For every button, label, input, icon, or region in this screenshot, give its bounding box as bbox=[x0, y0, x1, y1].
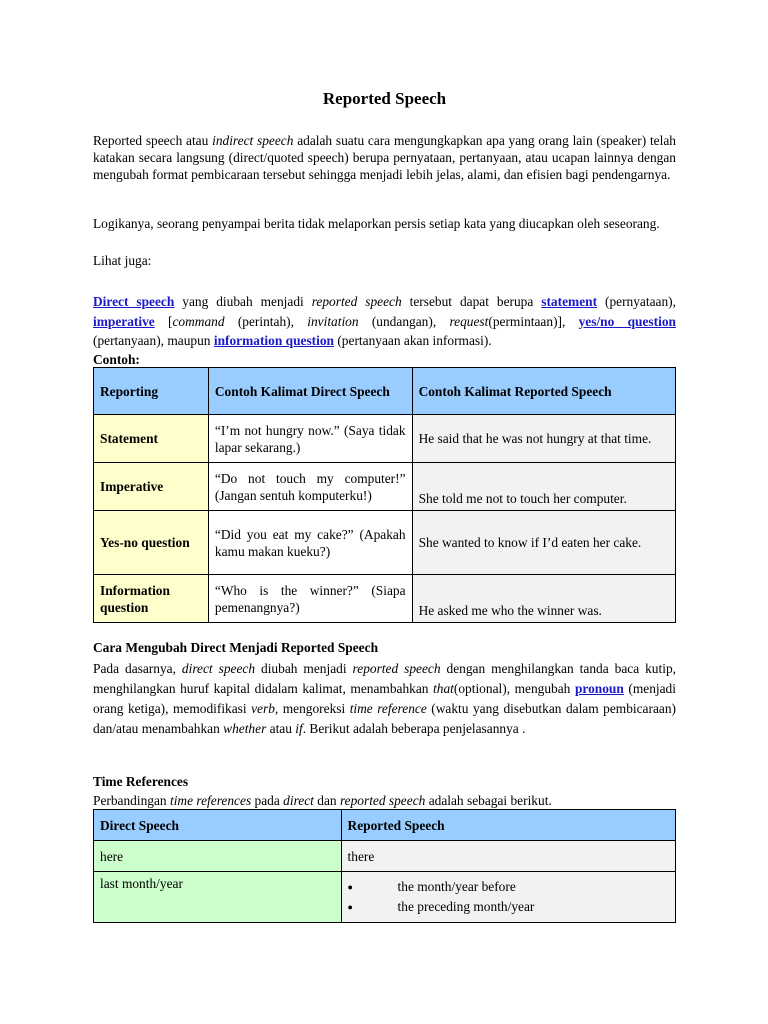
text: (menjadi orang ketiga), memodifikasi bbox=[93, 681, 676, 716]
link-yes-no-question[interactable]: yes/no question bbox=[578, 313, 676, 329]
page-title: Reported Speech bbox=[322, 89, 447, 108]
row-direct: “Who is the winner?” (Siapa pemenangnya?) bbox=[208, 575, 412, 623]
link-information-question[interactable]: information question bbox=[213, 333, 334, 348]
row-reported: She told me not to touch her computer. bbox=[412, 463, 675, 511]
header-reported: Contoh Kalimat Reported Speech bbox=[412, 368, 675, 415]
table-row bbox=[94, 575, 676, 623]
header-direct: Contoh Kalimat Direct Speech bbox=[208, 368, 412, 415]
table-row bbox=[94, 463, 676, 511]
text: (pertanyaan akan informasi). bbox=[334, 333, 492, 348]
text: (pernyataan), bbox=[597, 294, 676, 309]
text-italic: that bbox=[433, 681, 454, 696]
row-reported: there bbox=[341, 841, 675, 872]
row-type: Yes-no question bbox=[94, 511, 209, 575]
table-row bbox=[94, 841, 676, 872]
text: yang diubah menjadi bbox=[174, 294, 312, 309]
text-italic: reported speech bbox=[339, 793, 426, 808]
text: adalah sebagai berikut. bbox=[425, 793, 552, 808]
text: [ bbox=[154, 313, 173, 329]
logika-paragraph: Logikanya, seorang penyampai berita tidak melaporkan persis setiap kata yang diucapkan oleh seseorang. bbox=[93, 216, 660, 231]
list-item: ● the preceding month/year bbox=[348, 897, 669, 917]
intro-text: Reported speech atau bbox=[93, 133, 213, 148]
link-imperative[interactable]: imperative bbox=[93, 313, 155, 329]
text: pada bbox=[251, 793, 284, 808]
text: (permintaan)], bbox=[488, 313, 579, 329]
cara-paragraph bbox=[93, 659, 676, 739]
text: atau bbox=[266, 721, 296, 736]
cara-heading: Cara Mengubah Direct Menjadi Reported Speech bbox=[93, 640, 379, 655]
intro-italic: indirect speech bbox=[212, 133, 294, 148]
text: dengan menghilangkan tanda baca kutip, menghilangkan huruf kapital didalam kalimat, menambahkan bbox=[93, 661, 676, 696]
row-reported: She wanted to know if I’d eaten her cake. bbox=[412, 511, 675, 575]
text-italic: direct bbox=[283, 793, 314, 808]
table-row bbox=[94, 415, 676, 463]
link-statement[interactable]: statement bbox=[541, 294, 598, 309]
header-reported-speech: Reported Speech bbox=[341, 810, 675, 841]
text-italic: verb bbox=[251, 701, 275, 716]
text-italic: if bbox=[295, 721, 303, 736]
time-references-table bbox=[93, 809, 676, 923]
text: dan bbox=[313, 793, 340, 808]
header-reporting: Reporting bbox=[94, 368, 209, 415]
list-item: ● the month/year before bbox=[348, 877, 669, 897]
text-italic: time references bbox=[169, 793, 252, 808]
text: (perintah), bbox=[224, 313, 308, 329]
intro-text-2: adalah suatu cara mengungkapkan apa yang orang lain (speaker) telah katakan secara langsung (direct/quoted speech) berupa pernyataan, pertanyaan, atau ucapan lainnya dengan mengubah format pembicaraan tersebut sehingga menjadi lebih jelas, alami, dan efisien bagi pendengarnya. bbox=[93, 133, 676, 182]
text-italic: command bbox=[172, 313, 225, 329]
intro-paragraph bbox=[93, 132, 676, 183]
text: Pada dasarnya, bbox=[93, 661, 182, 676]
link-pronoun[interactable]: pronoun bbox=[574, 681, 624, 696]
row-direct: “Did you eat my cake?” (Apakah kamu makan kueku?) bbox=[208, 511, 412, 575]
row-reported: He said that he was not hungry at that time. bbox=[412, 415, 675, 463]
row-direct: “Do not touch my computer!” (Jangan sentuh komputerku!) bbox=[208, 463, 412, 511]
text: (undangan), bbox=[358, 313, 450, 329]
row-type: Imperative bbox=[94, 463, 209, 511]
text: (waktu yang disebutkan dalam pembicaraan) dan/atau menambahkan bbox=[93, 701, 676, 736]
lihat-juga: Lihat juga: bbox=[93, 253, 152, 268]
header-direct-speech: Direct Speech bbox=[94, 810, 342, 841]
row-type: Statement bbox=[94, 415, 209, 463]
row-direct: here bbox=[94, 841, 342, 872]
contoh-label: Contoh: bbox=[93, 352, 140, 367]
text: , mengoreksi bbox=[274, 701, 350, 716]
text-italic: direct speech bbox=[181, 661, 256, 676]
link-direct-speech[interactable]: Direct speech bbox=[93, 294, 175, 309]
text-italic: reported speech bbox=[352, 661, 441, 676]
direct-speech-paragraph bbox=[93, 292, 676, 351]
text-italic: whether bbox=[223, 721, 267, 736]
text-italic: reported speech bbox=[311, 294, 402, 309]
table-row bbox=[94, 872, 676, 923]
text-italic: request bbox=[449, 313, 489, 329]
text: (pertanyaan), maupun bbox=[93, 333, 214, 348]
text: diubah menjadi bbox=[255, 661, 353, 676]
text-italic: time reference bbox=[349, 701, 427, 716]
time-heading: Time References bbox=[93, 774, 189, 789]
row-reported: He asked me who the winner was. bbox=[412, 575, 675, 623]
text: (optional), mengubah bbox=[453, 681, 575, 696]
text: tersebut dapat berupa bbox=[401, 294, 542, 309]
row-direct: last month/year bbox=[94, 872, 342, 923]
bullet-list bbox=[348, 877, 669, 917]
row-type: Information question bbox=[94, 575, 209, 623]
text-italic: invitation bbox=[307, 313, 359, 329]
text: Perbandingan bbox=[93, 793, 170, 808]
text: . Berikut adalah beberapa penjelasannya . bbox=[302, 721, 526, 736]
reported-speech-table bbox=[93, 367, 676, 623]
row-direct: “I’m not hungry now.” (Saya tidak lapar sekarang.) bbox=[208, 415, 412, 463]
row-reported-list bbox=[341, 872, 675, 923]
time-paragraph bbox=[93, 792, 676, 809]
table-row bbox=[94, 511, 676, 575]
